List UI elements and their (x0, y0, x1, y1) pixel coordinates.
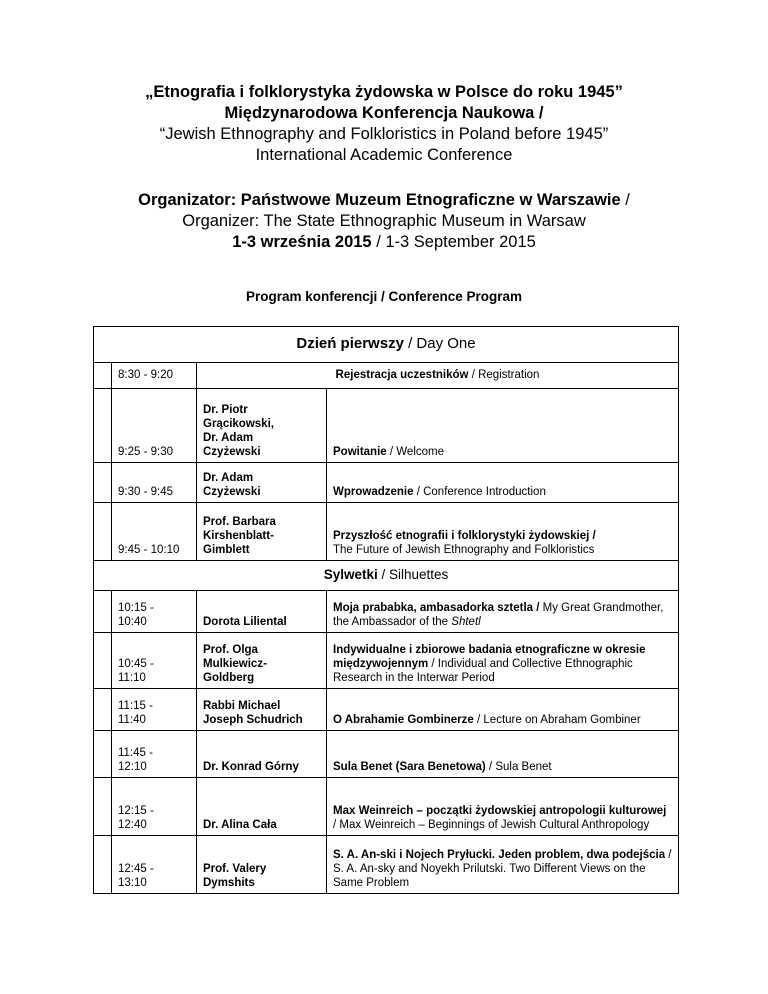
session-title-cell (327, 836, 679, 894)
table-row (94, 503, 679, 561)
table-row (94, 689, 679, 731)
day-header (94, 327, 679, 363)
row-gutter (94, 389, 112, 463)
time-cell: 9:25 - 9:30 (112, 389, 197, 463)
session-title-cell (327, 503, 679, 561)
row-gutter (94, 836, 112, 894)
subtitle-english: International Academic Conference (255, 146, 513, 164)
session-title-italic: Shtetl (451, 616, 481, 628)
time-cell: 12:15 - 12:40 (112, 778, 197, 836)
program-title: Program konferencji / Conference Program (245, 289, 523, 304)
time-cell: 9:45 - 10:10 (112, 503, 197, 561)
session-title-polish: S. A. An-ski i Nojech Pryłucki. Jeden problem, dwa podejścia (333, 849, 666, 861)
session-title-english: / Lecture on Abraham Gombiner (473, 714, 641, 726)
row-gutter (94, 778, 112, 836)
session-title-polish: Max Weinreich – początki żydowskiej antropologii kulturowej (333, 805, 667, 817)
time-cell: 11:45 - 12:10 (112, 731, 197, 778)
day-label-polish: Dzień pierwszy (296, 335, 404, 352)
title-polish: „Etnografia i folklorystyka żydowska w Polsce do roku 1945” (145, 83, 623, 101)
table-row (94, 363, 679, 389)
session-title-english: My Great Grandmother, the Ambassador of the (333, 602, 664, 628)
table-row (94, 463, 679, 503)
session-title-cell (327, 389, 679, 463)
session-title-polish: Indywidualne i zbiorowe badania etnograficzne w okresie międzywojennym (333, 644, 646, 670)
session-title-polish: Sula Benet (Sara Benetowa) (333, 761, 486, 773)
session-title-polish: Moja prababka, ambasadorka sztetla / (333, 602, 540, 614)
session-title-english: The Future of Jewish Ethnography and Folkloristics (333, 544, 595, 556)
session-title-polish: Rejestracja uczestników (335, 369, 469, 381)
time-cell: 11:15 - 11:40 (112, 689, 197, 731)
row-gutter (94, 591, 112, 633)
session-title-cell (327, 463, 679, 503)
section-header-row (94, 561, 679, 591)
session-title-english: / S. A. An-sky and Noyekh Prilutski. Two Different Views on the Same Problem (333, 849, 672, 889)
session-title-polish: Powitanie (333, 446, 387, 458)
session-title-english: / Welcome (386, 446, 444, 458)
session-title-english: / Sula Benet (485, 761, 552, 773)
date-english: / 1-3 September 2015 (371, 233, 536, 251)
speaker-cell: Dr. Piotr Grącikowski, Dr. Adam Czyżewski (197, 389, 327, 463)
table-row (94, 836, 679, 894)
session-title-polish: Przyszłość etnografii i folklorystyki żydowskiej / (333, 530, 596, 542)
title-english: “Jewish Ethnography and Folkloristics in Poland before 1945” (159, 125, 609, 143)
session-title-polish: Wprowadzenie (333, 486, 414, 498)
table-row (94, 389, 679, 463)
speaker-cell: Rabbi Michael Joseph Schudrich (197, 689, 327, 731)
speaker-cell: Dr. Konrad Górny (197, 731, 327, 778)
row-gutter (94, 689, 112, 731)
session-title-english: / Max Weinreich – Beginnings of Jewish Cultural Anthropology (333, 819, 650, 831)
time-cell: 12:45 - 13:10 (112, 836, 197, 894)
table-row (94, 731, 679, 778)
subtitle-polish: Międzynarodowa Konferencja Naukowa / (224, 104, 544, 122)
organizer-english: Organizer: The State Ethnographic Museum in Warsaw (182, 212, 586, 230)
session-title-cell (327, 689, 679, 731)
date-polish: 1-3 września 2015 (232, 233, 372, 251)
organizer-polish: Organizator: Państwowe Muzeum Etnograficzne w Warszawie (138, 191, 621, 209)
session-title-polish: O Abrahamie Gombinerze (333, 714, 474, 726)
speaker-cell: Prof. Olga Mulkiewicz- Goldberg (197, 633, 327, 689)
table-row (94, 591, 679, 633)
row-gutter (94, 363, 112, 389)
time-cell: 10:45 - 11:10 (112, 633, 197, 689)
session-title-cell (197, 363, 679, 389)
session-title-cell (327, 778, 679, 836)
section-label-polish: Sylwetki (323, 567, 378, 582)
conference-title (0, 82, 768, 166)
time-cell: 9:30 - 9:45 (112, 463, 197, 503)
section-header-silhouettes (94, 561, 679, 591)
program-table (93, 326, 679, 894)
session-title-english: / Conference Introduction (413, 486, 546, 498)
row-gutter (94, 731, 112, 778)
section-label-english: / Silhuettes (377, 567, 449, 582)
row-gutter (94, 463, 112, 503)
organizer-block (0, 190, 768, 253)
speaker-cell: Dorota Liliental (197, 591, 327, 633)
table-row (94, 778, 679, 836)
speaker-cell: Dr. Adam Czyżewski (197, 463, 327, 503)
row-gutter (94, 633, 112, 689)
speaker-cell: Prof. Barbara Kirshenblatt- Gimblett (197, 503, 327, 561)
day-header-row (94, 327, 679, 363)
time-cell: 8:30 - 9:20 (112, 363, 197, 389)
row-gutter (94, 503, 112, 561)
session-title-cell (327, 731, 679, 778)
table-row (94, 633, 679, 689)
time-cell: 10:15 - 10:40 (112, 591, 197, 633)
day-label-english: / Day One (403, 335, 476, 352)
session-title-cell (327, 633, 679, 689)
session-title-english: / Registration (468, 369, 540, 381)
session-title-cell (327, 591, 679, 633)
session-title-english: / Individual and Collective Ethnographic Research in the Interwar Period (333, 658, 633, 684)
speaker-cell: Prof. Valery Dymshits (197, 836, 327, 894)
speaker-cell: Dr. Alina Cała (197, 778, 327, 836)
organizer-separator: / (620, 191, 630, 209)
